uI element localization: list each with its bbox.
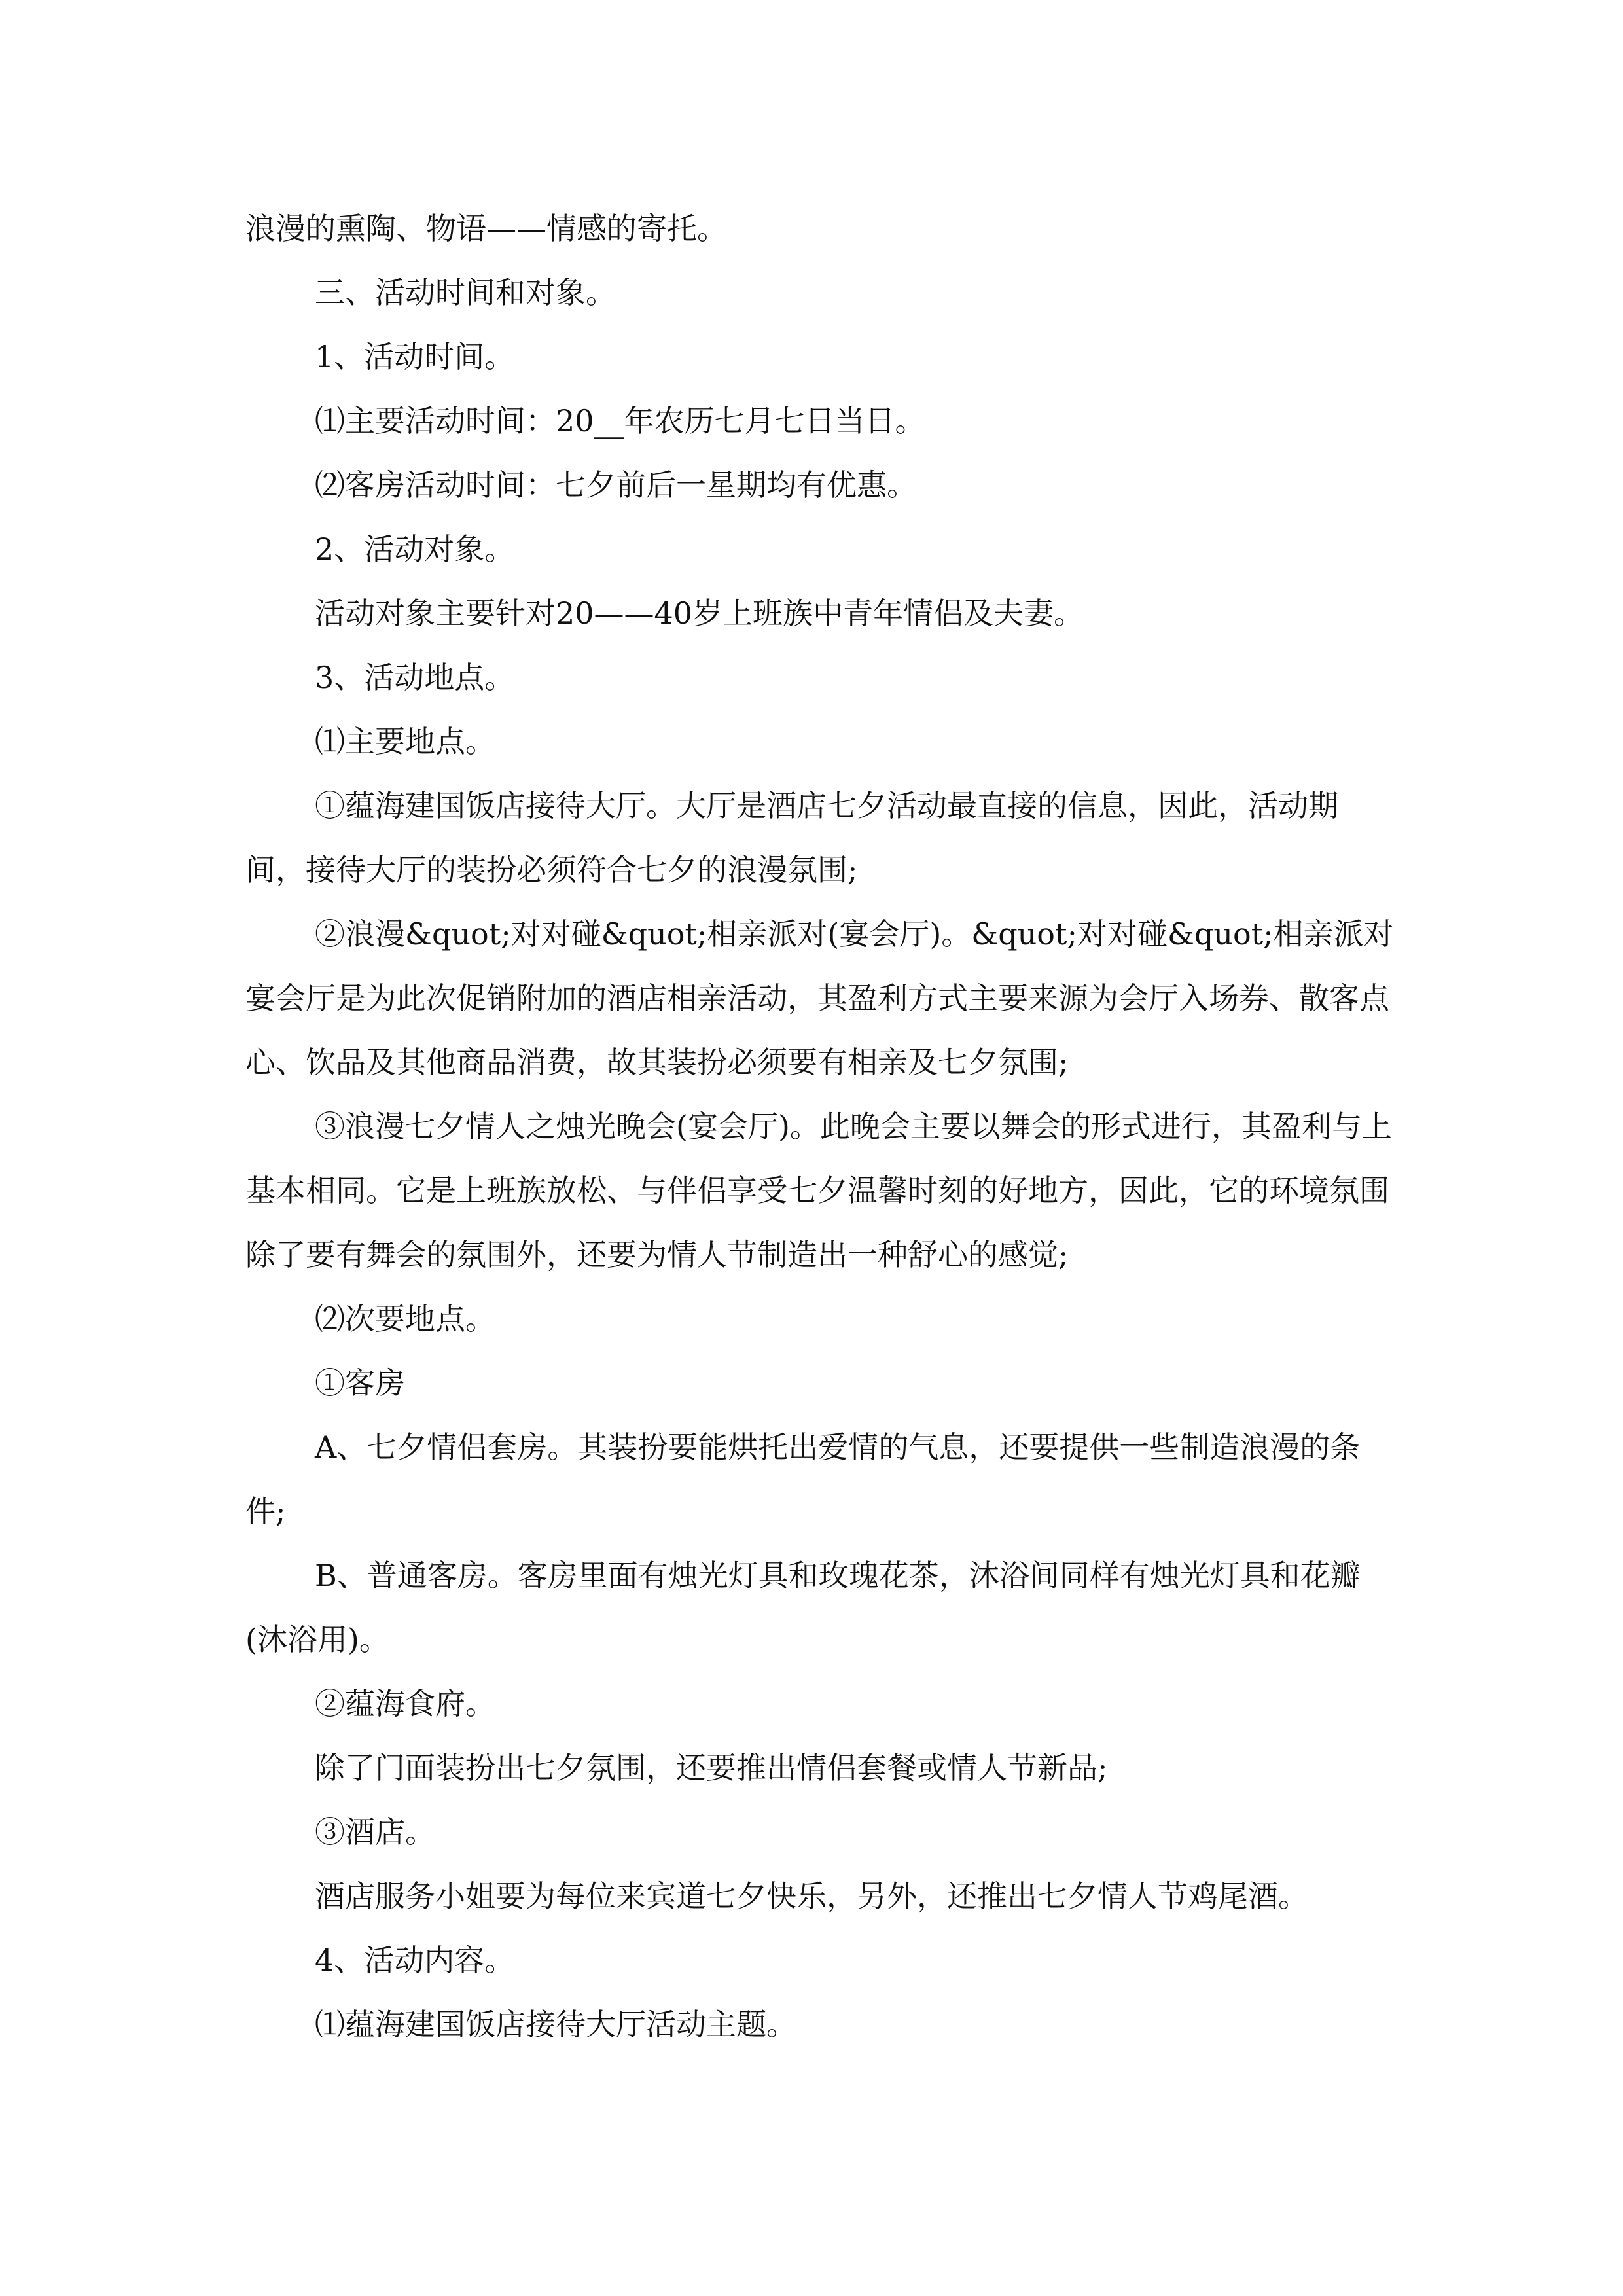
list-item: ⑴蕴海建国饭店接待大厅活动主题。	[315, 2007, 796, 2042]
section-heading: 三、活动时间和对象。	[315, 275, 616, 310]
paragraph: ①蕴海建国饭店接待大厅。大厅是酒店七夕活动最直接的信息，因此，活动期间，接待大厅的装扮必须符合七夕的浪漫氛围;	[245, 788, 1338, 888]
subsection-heading: 3、活动地点。	[315, 660, 515, 695]
list-item: ⑴主要地点。	[315, 724, 495, 759]
list-item: ⑴主要活动时间：20__年农历七月七日当日。	[315, 403, 925, 439]
paragraph: ③浪漫七夕情人之烛光晚会(宴会厅)。此晚会主要以舞会的形式进行，其盈利与上基本相同。它是上班族放松、与伴侣享受七夕温馨时刻的好地方，因此，它的环境氛围除了要有舞会的氛围外，还要为情人节制造出一种舒心的感觉;	[245, 1109, 1392, 1272]
paragraph: 活动对象主要针对20——40岁上班族中青年情侣及夫妻。	[315, 596, 1084, 631]
list-item: ③酒店。	[315, 1814, 435, 1850]
list-item: ⑵客房活动时间：七夕前后一星期均有优惠。	[315, 467, 917, 503]
list-item: ①客房	[315, 1365, 405, 1401]
paragraph: 除了门面装扮出七夕氛围，还要推出情侣套餐或情人节新品;	[315, 1750, 1108, 1785]
document-page	[245, 196, 1397, 2056]
subsection-heading: 2、活动对象。	[315, 531, 515, 567]
list-item: ⑵次要地点。	[315, 1301, 495, 1336]
paragraph: ②浪漫&quot;对对碰&quot;相亲派对(宴会厅)。&quot;对对碰&quot;相亲派对宴会厅是为此次促销附加的酒店相亲活动，其盈利方式主要来源为会厅入场券、散客点心、饮品及其他商品消费，故其装扮必须要有相亲及七夕氛围;	[245, 916, 1394, 1080]
subsection-heading: 4、活动内容。	[315, 1943, 515, 1978]
paragraph: 酒店服务小姐要为每位来宾道七夕快乐，另外，还推出七夕情人节鸡尾酒。	[315, 1878, 1308, 1914]
list-item: ②蕴海食府。	[315, 1686, 495, 1721]
paragraph: A、七夕情侣套房。其装扮要能烘托出爱情的气息，还要提供一些制造浪漫的条件;	[245, 1429, 1361, 1529]
paragraph: 浪漫的熏陶、物语——情感的寄托。	[245, 211, 727, 246]
paragraph: B、普通客房。客房里面有烛光灯具和玫瑰花茶，沐浴间同样有烛光灯具和花瓣(沐浴用)。	[245, 1558, 1361, 1657]
subsection-heading: 1、活动时间。	[315, 339, 515, 374]
